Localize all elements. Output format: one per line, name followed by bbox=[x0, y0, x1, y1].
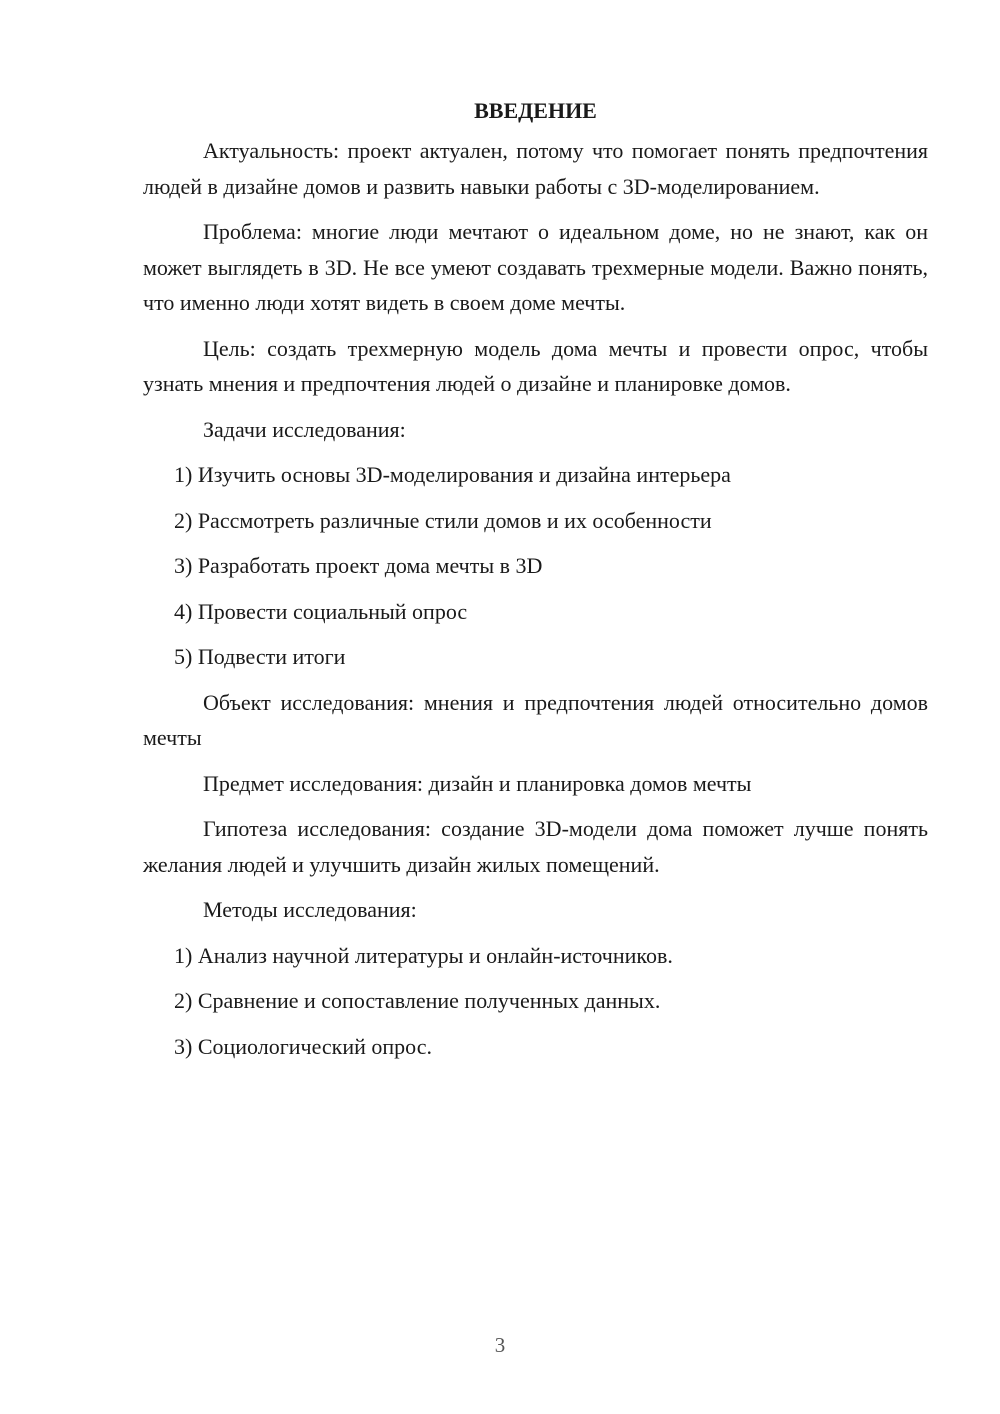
method-item: 2) Сравнение и сопоставление полученных данных. bbox=[174, 988, 661, 1013]
subject-paragraph: Предмет исследования: дизайн и планировка домов мечты bbox=[203, 770, 752, 796]
methods-heading: Методы исследования: bbox=[203, 897, 417, 922]
page-number: 3 bbox=[494, 1333, 506, 1357]
task-item: 1) Изучить основы 3D-моделирования и дизайна интерьера bbox=[174, 462, 731, 487]
task-item: 3) Разработать проект дома мечты в 3D bbox=[174, 553, 543, 578]
tasks-heading: Задачи исследования: bbox=[203, 416, 406, 442]
task-item: 4) Провести социальный опрос bbox=[174, 598, 468, 624]
task-item: 5) Подвести итоги bbox=[174, 644, 346, 669]
page-content bbox=[143, 95, 928, 1074]
problem-paragraph: Проблема: многие люди мечтают о идеальном доме, но не знают, как он может выглядеть в 3D. Не все умеют создавать трехмерные модели. Важно понять, что именно люди хотят видеть в своем доме мечты. bbox=[143, 219, 928, 315]
page-title: ВВЕДЕНИЕ bbox=[474, 98, 597, 123]
method-item: 3) Социологический опрос. bbox=[174, 1033, 432, 1059]
relevance-paragraph: Актуальность: проект актуален, потому что помогает понять предпочтения людей в дизайне домов и развить навыки работы с 3D-моделированием. bbox=[143, 138, 928, 199]
object-paragraph: Объект исследования: мнения и предпочтения людей относительно домов мечты bbox=[143, 689, 928, 750]
method-item: 1) Анализ научной литературы и онлайн-источников. bbox=[174, 942, 673, 968]
hypothesis-paragraph: Гипотеза исследования: создание 3D-модели дома поможет лучше понять желания людей и улучшить дизайн жилых помещений. bbox=[143, 816, 928, 877]
task-item: 2) Рассмотреть различные стили домов и их особенности bbox=[174, 507, 712, 533]
goal-paragraph: Цель: создать трехмерную модель дома мечты и провести опрос, чтобы узнать мнения и предпочтения людей о дизайне и планировке домов. bbox=[143, 335, 928, 396]
